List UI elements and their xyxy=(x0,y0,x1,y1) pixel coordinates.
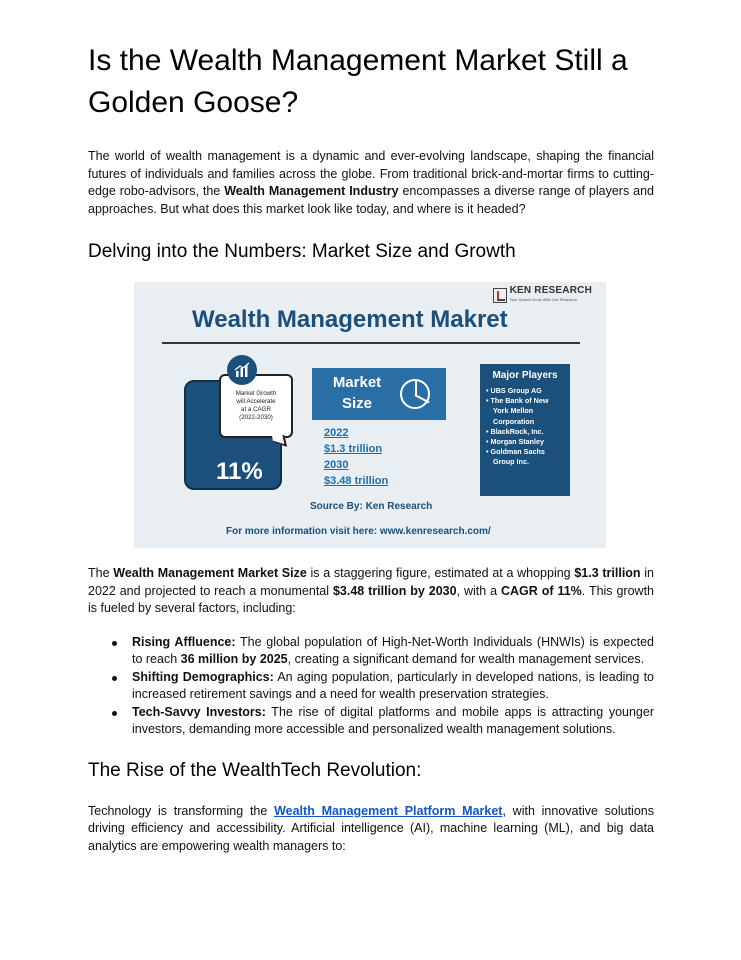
major-players-box xyxy=(480,364,570,496)
text-run: is a staggering figure, estimated at a whopping xyxy=(306,566,575,580)
major-player-item: • Goldman Sachs Group Inc. xyxy=(486,447,564,467)
growth-note-line: will Accelerate xyxy=(236,398,276,405)
brand-tagline: Your Search Ends With Our Research xyxy=(509,297,577,302)
growth-factors-list xyxy=(132,634,654,739)
growth-speech-bubble xyxy=(219,374,293,438)
cagr-value: 11% xyxy=(216,458,263,485)
growth-note-line: at a CAGR xyxy=(241,406,271,413)
intro-paragraph xyxy=(88,148,654,218)
factor-text: , creating a significant demand for wealth management services. xyxy=(287,652,645,666)
ken-research-logo-icon xyxy=(493,288,507,303)
major-players-title: Major Players xyxy=(492,370,558,381)
title-divider xyxy=(162,342,580,344)
pie-chart-icon xyxy=(400,379,430,409)
factor-bold: 36 million by 2025 xyxy=(180,652,288,666)
text-run: , with a xyxy=(456,583,501,598)
market-size-amount: $1.3 trillion xyxy=(324,443,383,455)
intro-text-1: The world of wealth management is a dynamic and ever-evolving landscape, shaping the financial futures of individuals and families across the globe. From traditional brick-and-mortar firms to cutting-edge robo-advisors, the xyxy=(88,149,654,198)
source-credit: Source By: Ken Research xyxy=(310,501,433,512)
infographic xyxy=(134,282,606,548)
bold-run: Wealth Management Market Size xyxy=(113,566,307,580)
text-run: in 2022 and projected to reach a monumental xyxy=(88,566,655,598)
brand-name: KEN RESEARCH xyxy=(509,285,592,296)
bar-chart-icon xyxy=(227,355,257,385)
major-player-item: • The Bank of New York Mellon Corporation xyxy=(486,396,564,427)
major-player-item: • UBS Group AG xyxy=(486,386,564,396)
factor-text: The global population of High-Net-Worth Individuals (HNWIs) is expected to reach xyxy=(132,634,654,666)
market-size-year: 2022 xyxy=(324,427,349,439)
major-player-item: • BlackRock, Inc. xyxy=(486,427,564,437)
major-player-item: • Morgan Stanley xyxy=(486,437,564,447)
platform-market-link[interactable]: Wealth Management Platform Market xyxy=(274,803,503,818)
market-size-box xyxy=(312,368,446,420)
factor-label: Shifting Demographics: xyxy=(132,669,274,684)
market-size-paragraph xyxy=(88,565,654,618)
more-info-text: For more information visit here: www.kenresearch.com/ xyxy=(226,526,491,537)
factor-label: Tech-Savvy Investors: xyxy=(132,704,266,719)
factor-label: Rising Affluence: xyxy=(132,634,236,649)
section-heading-market-size: Delving into the Numbers: Market Size and Growth xyxy=(88,241,516,262)
factor-text: The rise of digital platforms and mobile apps is attracting younger investors, demanding more accessible and personalized wealth management solutions. xyxy=(132,704,654,736)
section-heading-wealthtech: The Rise of the WealthTech Revolution: xyxy=(88,759,422,781)
text-run: , with innovative solutions driving efficiency and accessibility. Artificial intelligence (AI), machine learning (ML), and big data analytics are empowering wealth managers to: xyxy=(88,803,654,853)
text-run: The xyxy=(88,566,114,580)
text-run: Technology is transforming the xyxy=(88,803,275,818)
document-page xyxy=(88,40,654,855)
bold-run: $1.3 trillion xyxy=(574,566,641,580)
bold-run: CAGR of 11% xyxy=(501,583,582,598)
list-item xyxy=(132,704,654,739)
wealthtech-paragraph xyxy=(88,803,654,856)
list-item xyxy=(132,634,654,669)
intro-bold-term: Wealth Management Industry xyxy=(224,184,399,198)
market-size-values xyxy=(324,425,388,489)
infographic-title: Wealth Management Makret xyxy=(192,306,508,333)
growth-note-line: (2022-2030) xyxy=(239,414,273,421)
market-size-label: Size xyxy=(341,395,372,412)
intro-text-2: encompasses a diverse range of players and approaches. But what does this market look like today, and where is it headed? xyxy=(88,184,654,216)
list-item xyxy=(132,669,654,704)
factor-text: An aging population, particularly in developed nations, is leading to increased retirement savings and a need for wealth preservation strategies. xyxy=(132,669,655,701)
market-size-amount: $3.48 trillion xyxy=(324,475,389,487)
ken-research-logo xyxy=(493,286,592,304)
bold-run: $3.48 trillion by 2030 xyxy=(332,583,457,598)
market-size-year: 2030 xyxy=(324,459,349,471)
growth-note-line: Market Growth xyxy=(235,390,277,397)
text-run: . This growth is fueled by several factors, including: xyxy=(88,583,654,615)
market-size-label: Market xyxy=(332,374,382,391)
page-title: Is the Wealth Management Market Still a Golden Goose? xyxy=(88,44,628,119)
